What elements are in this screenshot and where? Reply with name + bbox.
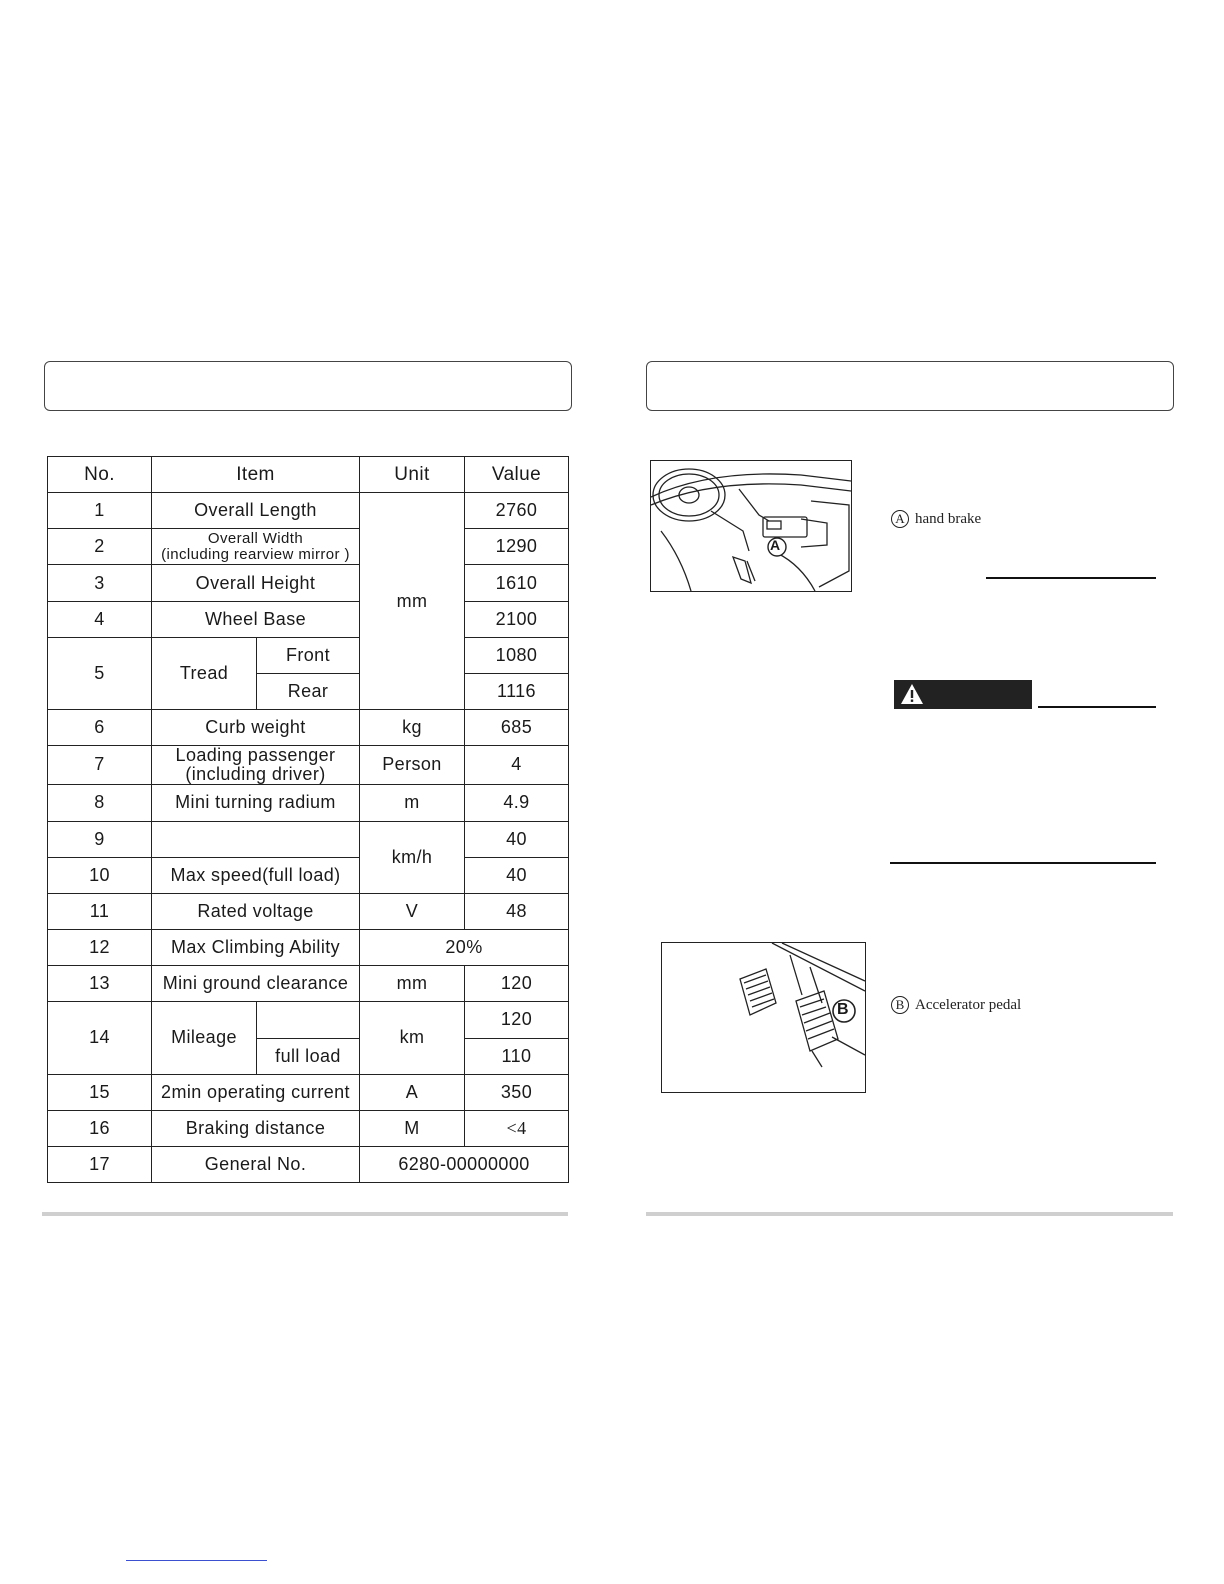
left-page-footer-rule — [42, 1212, 568, 1216]
text-rule — [986, 577, 1156, 579]
row-value: 48 — [465, 893, 569, 929]
table-row — [48, 965, 569, 1001]
row-unit: kg — [360, 710, 465, 746]
row-item: Overall Height — [152, 565, 360, 602]
row-unit: V — [360, 893, 465, 929]
row-no: 15 — [48, 1074, 152, 1110]
row-item: Wheel Base — [152, 602, 360, 638]
warning-banner — [894, 680, 1032, 709]
row-unit: A — [360, 1074, 465, 1110]
row-no: 16 — [48, 1110, 152, 1146]
hand-brake-label — [891, 510, 981, 528]
warning-triangle-icon — [900, 683, 924, 705]
row-subitem-front: Front — [257, 638, 360, 674]
row-item-line1: Loading passenger — [175, 745, 336, 765]
row-no: 13 — [48, 965, 152, 1001]
text-rule — [1038, 706, 1156, 708]
row-item-line2: (including driver) — [185, 763, 326, 784]
table-row — [48, 821, 569, 857]
row-value-rear: 1116 — [465, 674, 569, 710]
row-value: 2760 — [465, 493, 569, 529]
row-unit: M — [360, 1110, 465, 1146]
row-no: 5 — [48, 638, 152, 710]
row-item — [152, 746, 360, 785]
text-rule — [890, 862, 1156, 864]
row-value-2: 110 — [465, 1038, 569, 1074]
row-no: 9 — [48, 821, 152, 857]
left-page-header-box — [44, 361, 572, 411]
row-unit: km — [360, 1001, 465, 1074]
row-unit: mm — [360, 965, 465, 1001]
specification-table — [47, 456, 569, 1183]
row-item: Mini turning radium — [152, 784, 360, 821]
row-value-front: 1080 — [465, 638, 569, 674]
row-value: 685 — [465, 710, 569, 746]
table-row — [48, 1110, 569, 1146]
figure-b-marker: B — [837, 1001, 849, 1018]
row-unit: mm — [360, 493, 465, 710]
row-no: 10 — [48, 857, 152, 893]
row-value-1: 120 — [465, 1001, 569, 1038]
row-no: 3 — [48, 565, 152, 602]
table-row — [48, 602, 569, 638]
table-row — [48, 857, 569, 893]
table-row — [48, 1146, 569, 1182]
row-item-line1: Overall Width — [207, 529, 304, 547]
row-value: 20% — [360, 929, 569, 965]
row-value: 4 — [465, 746, 569, 785]
row-no: 8 — [48, 784, 152, 821]
circled-b-icon: B — [891, 996, 909, 1014]
table-row — [48, 893, 569, 929]
row-value: <4 — [465, 1110, 569, 1146]
row-no: 6 — [48, 710, 152, 746]
row-value: 4.9 — [465, 784, 569, 821]
row-no: 2 — [48, 529, 152, 565]
accelerator-pedal-label — [891, 996, 1021, 1014]
right-page-footer-rule — [646, 1212, 1173, 1216]
row-item-line2: (including rearview mirror ) — [161, 545, 350, 563]
row-value: 120 — [465, 965, 569, 1001]
row-subitem-2: full load — [257, 1038, 360, 1074]
row-subitem-rear: Rear — [257, 674, 360, 710]
row-no: 1 — [48, 493, 152, 529]
row-item: Max speed(full load) — [152, 857, 360, 893]
row-item — [152, 821, 360, 857]
table-row — [48, 1074, 569, 1110]
row-item: 2min operating current — [152, 1074, 360, 1110]
header-unit: Unit — [360, 457, 465, 493]
table-row — [48, 565, 569, 602]
table-row — [48, 638, 569, 674]
row-no: 17 — [48, 1146, 152, 1182]
header-no: No. — [48, 457, 152, 493]
row-no: 4 — [48, 602, 152, 638]
table-row — [48, 784, 569, 821]
table-row — [48, 529, 569, 565]
figure-a-marker: A — [770, 537, 781, 553]
dashboard-drawing — [651, 461, 851, 591]
row-value: 2100 — [465, 602, 569, 638]
link-underline — [126, 1560, 267, 1561]
header-item: Item — [152, 457, 360, 493]
row-value: 6280-00000000 — [360, 1146, 569, 1182]
row-no: 14 — [48, 1001, 152, 1074]
row-item: Overall Length — [152, 493, 360, 529]
row-value: 1290 — [465, 529, 569, 565]
row-item: Braking distance — [152, 1110, 360, 1146]
row-item: Mileage — [152, 1001, 257, 1074]
table-row — [48, 746, 569, 785]
row-item: Curb weight — [152, 710, 360, 746]
row-item: Mini ground clearance — [152, 965, 360, 1001]
row-item: General No. — [152, 1146, 360, 1182]
row-unit: m — [360, 784, 465, 821]
table-row — [48, 1001, 569, 1038]
row-value: 350 — [465, 1074, 569, 1110]
row-value: 40 — [465, 857, 569, 893]
table-header-row — [48, 457, 569, 493]
row-item: Rated voltage — [152, 893, 360, 929]
row-no: 12 — [48, 929, 152, 965]
pedals-drawing — [662, 943, 865, 1092]
hand-brake-text: hand brake — [915, 510, 982, 527]
table-row — [48, 710, 569, 746]
header-value: Value — [465, 457, 569, 493]
row-value: 40 — [465, 821, 569, 857]
row-value: 1610 — [465, 565, 569, 602]
table-row — [48, 929, 569, 965]
row-subitem-1 — [257, 1001, 360, 1038]
row-item: Max Climbing Ability — [152, 929, 360, 965]
row-unit: Person — [360, 746, 465, 785]
right-page-header-box — [646, 361, 1174, 411]
row-no: 7 — [48, 746, 152, 785]
circled-a-icon: A — [891, 510, 909, 528]
row-item: Tread — [152, 638, 257, 710]
row-no: 11 — [48, 893, 152, 929]
row-unit: km/h — [360, 821, 465, 893]
row-item — [152, 529, 360, 565]
hand-brake-illustration — [650, 460, 852, 592]
accelerator-pedal-illustration — [661, 942, 866, 1093]
accelerator-pedal-text: Accelerator pedal — [915, 996, 1022, 1013]
table-row — [48, 493, 569, 529]
